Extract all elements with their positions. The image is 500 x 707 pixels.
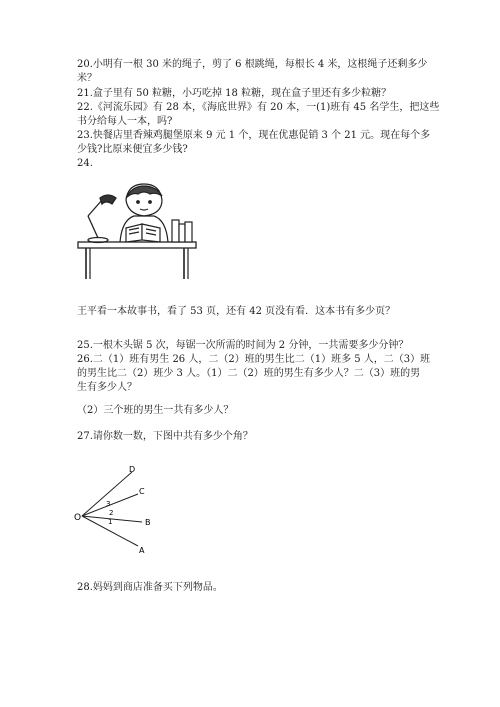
question-26-part-2: （2）三个班的男生一共有多少人？ [77, 405, 234, 416]
angle-diagram [72, 462, 162, 557]
question-26-line-3: 生有多少人？ [77, 382, 137, 393]
question-24-number: 24. [77, 158, 93, 169]
question-26-line-1: 26.二（1）班有男生 26 人，二（2）班的男生比二（1）班多 5 人，二（3）班 [77, 354, 431, 365]
question-22-line-1: 22.《河流乐园》有 28 本，《海底世界》有 20 本，一(1)班有 45 名学生，把这些 [77, 102, 440, 113]
ray-label-b: B [145, 518, 151, 527]
boy-reading-illustration [76, 178, 200, 280]
desk-lamp [88, 195, 116, 243]
ray-label-d: D [129, 465, 136, 474]
question-27: 27.请你数一数，下图中共有多少个角？ [77, 431, 253, 442]
ray-label-a: A [139, 546, 145, 555]
question-25: 25.一根木头锯 5 次，每锯一次所需的时间为 2 分钟，一共需要多少分钟？ [77, 340, 409, 351]
question-23-line-1: 23.快餐店里香辣鸡腿堡原来 9 元 1 个，现在优惠促销 3 个 21 元。现在每个多 [77, 130, 431, 141]
question-20-line-1: 20.小明有一根 30 米的绳子，剪了 6 根跳绳，每根长 4 米，这根绳子还剩多少 [77, 59, 428, 70]
angle-label-2: 2 [109, 509, 114, 517]
ray-label-c: C [139, 487, 145, 496]
question-20-line-2: 米？ [77, 73, 97, 84]
ray-od [82, 472, 132, 516]
question-28: 28.妈妈到商店准备买下列物品。 [77, 582, 223, 593]
stacked-books [172, 220, 192, 242]
question-26-line-2: 的男生比二（2）班少 3 人。（1）二（2）班的男生有多少人？二（3）班的男 [77, 368, 421, 379]
angle-label-1: 1 [108, 518, 113, 526]
question-22-line-2: 书分给每人一本，吗? [77, 116, 173, 127]
question-24-text: 王平看一本故事书，看了 53 页，还有 42 页没有看．这本书有多少页？ [77, 306, 396, 317]
angle-label-3: 3 [106, 500, 111, 508]
boy-figure [120, 184, 168, 242]
question-23-line-2: 少钱?比原来便宜多少钱? [77, 144, 188, 155]
question-21: 21.盒子里有 50 粒糖，小巧吃掉 18 粒糖，现在盒子里还有多少粒糖？ [77, 88, 392, 99]
vertex-label-o: O [74, 513, 82, 523]
